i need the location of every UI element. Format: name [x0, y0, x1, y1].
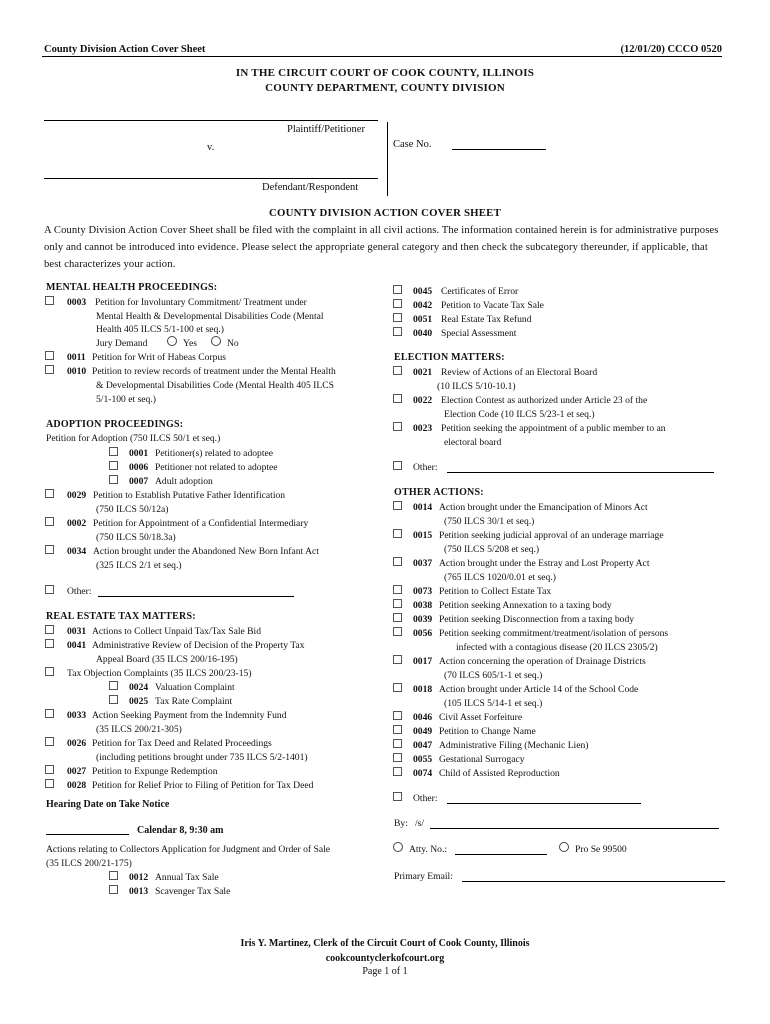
page-number: Page 1 of 1: [362, 966, 408, 977]
label-0029-2: (750 ILCS 50/12a): [96, 504, 169, 515]
label-0046: Civil Asset Forfeiture: [439, 712, 523, 723]
label-0045: Certificates of Error: [441, 286, 519, 297]
hearing-date-field[interactable]: [46, 834, 129, 835]
checkbox-0021[interactable]: [393, 366, 402, 375]
code-0018: 0018: [413, 684, 433, 695]
code-0029: 0029: [67, 490, 87, 501]
label-0041: Administrative Review of Decision of the Property Tax: [92, 640, 305, 651]
label-0049: Petition to Change Name: [439, 726, 536, 737]
checkbox-0026[interactable]: [45, 737, 54, 746]
label-0015-2: (750 ILCS 5/208 et seq.): [444, 544, 540, 555]
defendant-label: Defendant/Respondent: [262, 182, 359, 193]
checkbox-0041[interactable]: [45, 639, 54, 648]
code-0042: 0042: [413, 300, 433, 311]
court-name: IN THE CIRCUIT COURT OF COOK COUNTY, ILLINOIS: [235, 67, 535, 79]
label-0025: Tax Rate Complaint: [155, 696, 233, 707]
code-0017: 0017: [413, 656, 433, 667]
tax-objection-label: Tax Objection Complaints (35 ILCS 200/23-15): [67, 668, 252, 679]
checkbox-0031[interactable]: [45, 625, 54, 634]
caption-divider: [387, 122, 388, 196]
code-0024: 0024: [129, 682, 149, 693]
label-0028: Petition for Relief Prior to Filing of Petition for Tax Deed: [92, 780, 314, 791]
label-0006: Petitioner not related to adoptee: [155, 462, 278, 473]
label-0010-2: & Developmental Disabilities Code (Mental Health 405 ILCS: [96, 380, 334, 391]
code-0026: 0026: [67, 738, 87, 749]
jury-no-radio[interactable]: [211, 336, 221, 346]
form-title: COUNTY DIVISION ACTION COVER SHEET: [269, 207, 501, 219]
code-0015: 0015: [413, 530, 433, 541]
label-0003: Petition for Involuntary Commitment/ Treatment under: [95, 297, 307, 308]
checkbox-0015[interactable]: [393, 529, 402, 538]
code-0033: 0033: [67, 710, 87, 721]
atty-no-radio[interactable]: [393, 842, 403, 852]
checkbox-0024[interactable]: [109, 681, 118, 690]
code-0040: 0040: [413, 328, 433, 339]
collectors-label-2: (35 ILCS 200/21-175): [46, 858, 132, 869]
checkbox-0014[interactable]: [393, 501, 402, 510]
label-0011: Petition for Writ of Habeas Corpus: [92, 352, 226, 363]
checkbox-0049[interactable]: [393, 725, 402, 734]
checkbox-0074[interactable]: [393, 767, 402, 776]
code-0002: 0002: [67, 518, 87, 529]
code-0027: 0027: [67, 766, 87, 777]
checkbox-0029[interactable]: [45, 489, 54, 498]
label-0010-3: 5/1-100 et seq.): [96, 394, 156, 405]
calendar-label: Calendar 8, 9:30 am: [137, 825, 224, 836]
label-0017: Action concerning the operation of Drainage Districts: [439, 656, 646, 667]
label-0051: Real Estate Tax Refund: [441, 314, 532, 325]
election-other-field[interactable]: [447, 472, 714, 473]
label-0038: Petition seeking Annexation to a taxing body: [439, 600, 612, 611]
label-0021-2: (10 ILCS 5/10-10.1): [437, 381, 516, 392]
intro-text: A County Division Action Cover Sheet shall be filed with the complaint in all civil actions. The information contained herein is for administrative purposes only and cannot be introduced into evidence. Please select the appropriate general category and then check the subcategory thereunder, if applicable, that best characterizes your action.: [44, 225, 719, 270]
checkbox-0038[interactable]: [393, 599, 402, 608]
checkbox-0073[interactable]: [393, 585, 402, 594]
label-0037-2: (765 ILCS 1020/0.01 et seq.): [444, 572, 556, 583]
label-0041-2: Appeal Board (35 ILCS 200/16-195): [96, 654, 238, 665]
checkbox-0056[interactable]: [393, 627, 402, 636]
code-0055: 0055: [413, 754, 433, 765]
label-0037: Action brought under the Estray and Lost Property Act: [439, 558, 650, 569]
code-0051: 0051: [413, 314, 433, 325]
checkbox-other-actions-other[interactable]: [393, 792, 402, 801]
code-0013: 0013: [129, 886, 149, 897]
code-0047: 0047: [413, 740, 433, 751]
versus-label: v.: [207, 142, 215, 153]
code-0056: 0056: [413, 628, 433, 639]
checkbox-election-other[interactable]: [393, 461, 402, 470]
label-0017-2: (70 ILCS 605/1-1 et seq.): [444, 670, 543, 681]
checkbox-0034[interactable]: [45, 545, 54, 554]
label-0024: Valuation Complaint: [155, 682, 235, 693]
label-0033: Action Seeking Payment from the Indemnity Fund: [92, 710, 287, 721]
checkbox-adoption-other[interactable]: [45, 585, 54, 594]
code-0003: 0003: [67, 297, 87, 308]
checkbox-0025[interactable]: [109, 695, 118, 704]
label-0042: Petition to Vacate Tax Sale: [441, 300, 544, 311]
label-0014: Action brought under the Emancipation of Minors Act: [439, 502, 648, 513]
label-0056: Petition seeking commitment/treatment/isolation of persons: [439, 628, 669, 639]
code-0074: 0074: [413, 768, 433, 779]
label-0073: Petition to Collect Estate Tax: [439, 586, 552, 597]
other-actions-other-label: Other:: [413, 793, 438, 804]
signature-value: /s/: [415, 818, 425, 829]
code-0007: 0007: [129, 476, 149, 487]
label-0034: Action brought under the Abandoned New Born Infant Act: [93, 546, 319, 557]
checkbox-0023[interactable]: [393, 422, 402, 431]
code-0022: 0022: [413, 395, 433, 406]
code-0028: 0028: [67, 780, 87, 791]
checkbox-0002[interactable]: [45, 517, 54, 526]
other-actions-heading: OTHER ACTIONS:: [394, 487, 484, 498]
form-number: (12/01/20) CCCO 0520: [620, 44, 722, 55]
clerk-name: Iris Y. Martinez, Clerk of the Circuit Court of Cook County, Illinois: [240, 938, 530, 949]
primary-email-field[interactable]: [462, 881, 725, 882]
checkbox-0001[interactable]: [109, 447, 118, 456]
signature-field[interactable]: [430, 828, 719, 829]
checkbox-0010[interactable]: [45, 365, 54, 374]
checkbox-0007[interactable]: [109, 475, 118, 484]
label-0034-2: (325 ILCS 2/1 et seq.): [96, 560, 182, 571]
label-0023-2: electoral board: [444, 437, 502, 448]
label-0074: Child of Assisted Reproduction: [439, 768, 560, 779]
code-0041: 0041: [67, 640, 87, 651]
label-0013: Scavenger Tax Sale: [155, 886, 231, 897]
election-other-label: Other:: [413, 462, 438, 473]
adoption-heading: ADOPTION PROCEEDINGS:: [46, 419, 184, 430]
checkbox-0037[interactable]: [393, 557, 402, 566]
jury-no-label: No: [227, 338, 239, 349]
defendant-line[interactable]: [44, 178, 378, 179]
checkbox-0039[interactable]: [393, 613, 402, 622]
checkbox-0055[interactable]: [393, 753, 402, 762]
label-0012: Annual Tax Sale: [155, 872, 219, 883]
label-0022-2: Election Code (10 ILCS 5/23-1 et seq.): [444, 409, 595, 420]
label-0022: Election Contest as authorized under Article 23 of the: [441, 395, 648, 406]
label-0003-3: Health 405 ILCS 5/1-100 et seq.): [96, 324, 224, 335]
label-0015: Petition seeking judicial approval of an underage marriage: [439, 530, 664, 541]
label-0056-2: infected with a contagious disease (20 ILCS 2305/2): [456, 642, 658, 653]
code-0034: 0034: [67, 546, 87, 557]
adoption-other-label: Other:: [67, 586, 92, 597]
checkbox-0042[interactable]: [393, 299, 402, 308]
checkbox-0013[interactable]: [109, 885, 118, 894]
checkbox-0033[interactable]: [45, 709, 54, 718]
label-0055: Gestational Surrogacy: [439, 754, 525, 765]
jury-yes-label: Yes: [183, 338, 197, 349]
checkbox-0006[interactable]: [109, 461, 118, 470]
checkbox-0018[interactable]: [393, 683, 402, 692]
checkbox-0047[interactable]: [393, 739, 402, 748]
code-0023: 0023: [413, 423, 433, 434]
primary-email-label: Primary Email:: [394, 871, 453, 882]
by-label: By:: [394, 818, 408, 829]
label-0014-2: (750 ILCS 30/1 et seq.): [444, 516, 535, 527]
label-0026: Petition for Tax Deed and Related Proceedings: [92, 738, 272, 749]
label-0026-2: (including petitions brought under 735 ILCS 5/2-1401): [96, 752, 308, 763]
checkbox-0003[interactable]: [45, 296, 54, 305]
plaintiff-label: Plaintiff/Petitioner: [287, 124, 365, 135]
label-0002: Petition for Appointment of a Confidential Intermediary: [93, 518, 309, 529]
code-0025: 0025: [129, 696, 149, 707]
collectors-label: Actions relating to Collectors Application for Judgment and Order of Sale: [46, 844, 331, 855]
code-0073: 0073: [413, 586, 433, 597]
code-0049: 0049: [413, 726, 433, 737]
jury-demand-label: Jury Demand: [96, 338, 148, 349]
label-0047: Administrative Filing (Mechanic Lien): [439, 740, 589, 751]
checkbox-0046[interactable]: [393, 711, 402, 720]
clerk-website[interactable]: cookcountyclerkofcourt.org: [325, 953, 445, 964]
code-0037: 0037: [413, 558, 433, 569]
code-0012: 0012: [129, 872, 149, 883]
checkbox-0040[interactable]: [393, 327, 402, 336]
election-heading: ELECTION MATTERS:: [394, 352, 505, 363]
checkbox-tax-objection[interactable]: [45, 667, 54, 676]
code-0011: 0011: [67, 352, 86, 363]
checkbox-0012[interactable]: [109, 871, 118, 880]
mental-health-heading: MENTAL HEALTH PROCEEDINGS:: [46, 282, 218, 293]
label-0003-2: Mental Health & Developmental Disabilities Code (Mental: [96, 311, 324, 322]
checkbox-0045[interactable]: [393, 285, 402, 294]
label-0031: Actions to Collect Unpaid Tax/Tax Sale Bid: [92, 626, 262, 637]
jury-yes-radio[interactable]: [167, 336, 177, 346]
label-0029: Petition to Establish Putative Father Identification: [93, 490, 286, 501]
code-0031: 0031: [67, 626, 87, 637]
adoption-subheading: Petition for Adoption (750 ILCS 50/1 et seq.): [46, 433, 221, 444]
label-0007: Adult adoption: [155, 476, 213, 487]
label-0023: Petition seeking the appointment of a public member to an: [441, 423, 666, 434]
label-0001: Petitioner(s) related to adoptee: [155, 448, 274, 459]
code-0010: 0010: [67, 366, 87, 377]
checkbox-0017[interactable]: [393, 655, 402, 664]
court-department: COUNTY DEPARTMENT, COUNTY DIVISION: [265, 82, 505, 94]
checkbox-0022[interactable]: [393, 394, 402, 403]
code-0006: 0006: [129, 462, 149, 473]
code-0039: 0039: [413, 614, 433, 625]
pro-se-label: Pro Se 99500: [575, 844, 627, 855]
code-0014: 0014: [413, 502, 433, 513]
label-0021: Review of Actions of an Electoral Board: [441, 367, 598, 378]
header-rule: [42, 56, 722, 57]
pro-se-radio[interactable]: [559, 842, 569, 852]
label-0010: Petition to review records of treatment under the Mental Health: [92, 366, 336, 377]
label-0027: Petition to Expunge Redemption: [92, 766, 218, 777]
adoption-other-field[interactable]: [98, 596, 294, 597]
code-0021: 0021: [413, 367, 433, 378]
plaintiff-line[interactable]: [44, 120, 378, 121]
label-0018: Action brought under Article 14 of the School Code: [439, 684, 639, 695]
code-0046: 0046: [413, 712, 433, 723]
label-0018-2: (105 ILCS 5/14-1 et seq.): [444, 698, 543, 709]
label-0040: Special Assessment: [441, 328, 517, 339]
atty-no-label: Atty. No.:: [409, 844, 448, 855]
label-0039: Petition seeking Disconnection from a taxing body: [439, 614, 635, 625]
checkbox-0011[interactable]: [45, 351, 54, 360]
atty-no-field[interactable]: [455, 854, 547, 855]
case-no-label: Case No.: [393, 139, 432, 150]
code-0001: 0001: [129, 448, 149, 459]
form-header-left: County Division Action Cover Sheet: [44, 44, 206, 55]
hearing-heading: Hearing Date on Take Notice: [46, 799, 170, 810]
checkbox-0028[interactable]: [45, 779, 54, 788]
code-0038: 0038: [413, 600, 433, 611]
other-actions-other-field[interactable]: [447, 803, 641, 804]
checkbox-0051[interactable]: [393, 313, 402, 322]
label-0033-2: (35 ILCS 200/21-305): [96, 724, 182, 735]
checkbox-0027[interactable]: [45, 765, 54, 774]
label-0002-2: (750 ILCS 50/18.3a): [96, 532, 176, 543]
real-estate-heading: REAL ESTATE TAX MATTERS:: [46, 611, 196, 622]
code-0045: 0045: [413, 286, 433, 297]
case-no-field[interactable]: [452, 149, 546, 150]
